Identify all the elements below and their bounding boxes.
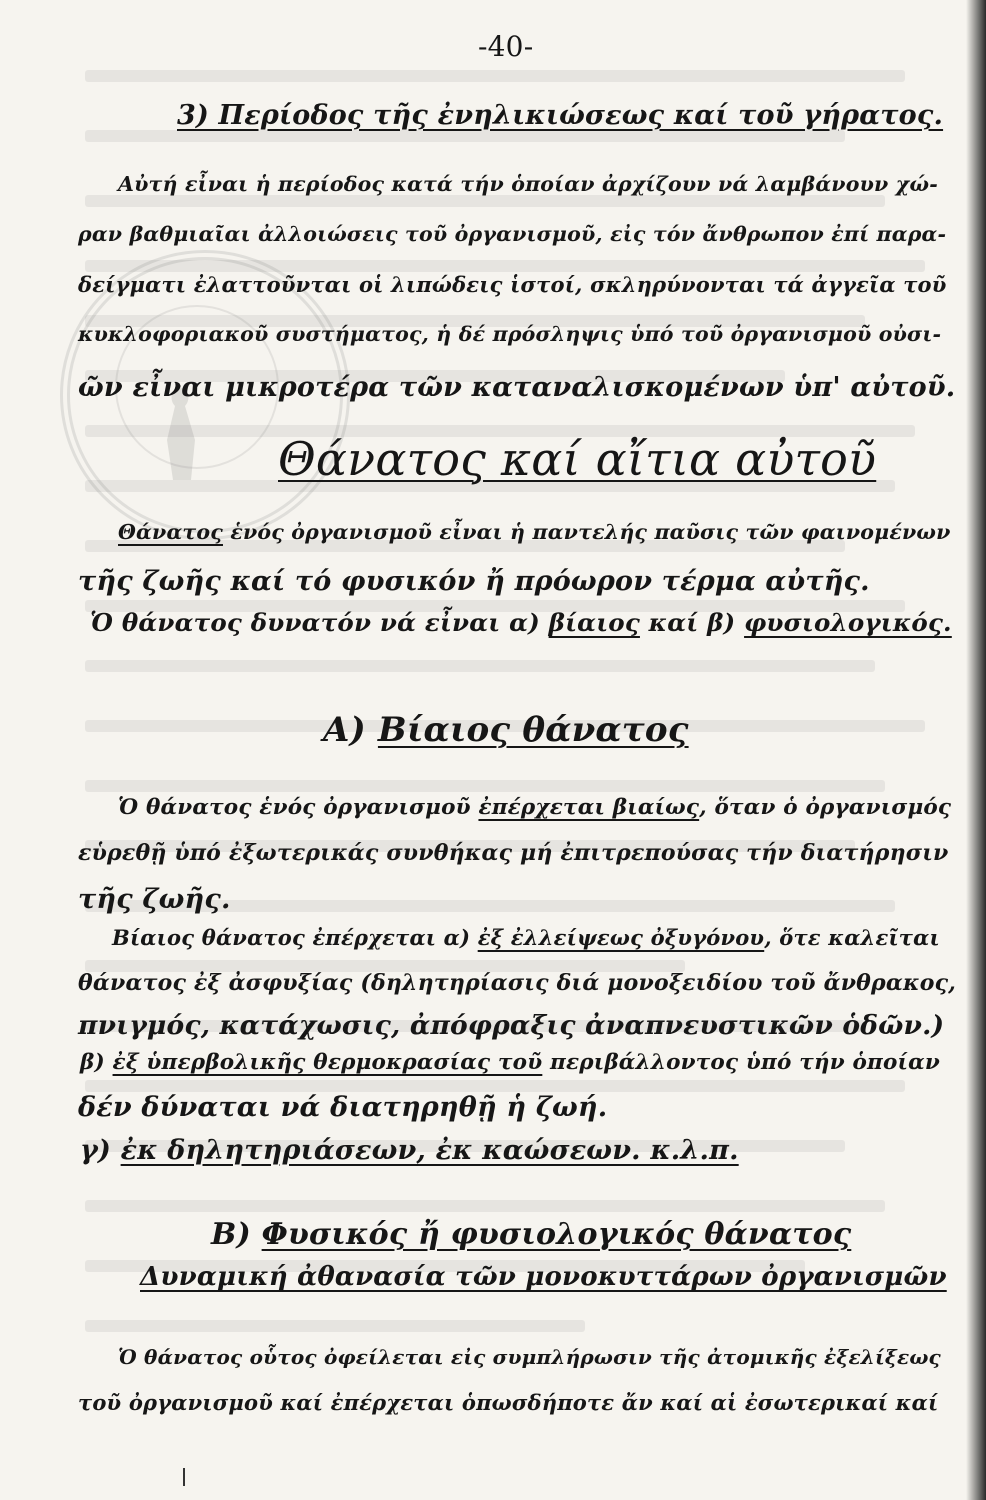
section-a-p2-line-3: πνιγμός, κατάχωσις, ἀπόφραξις ἀναπνευστικῶν ὁδῶν.): [78, 1010, 945, 1041]
section-a-p4-line-1: γ) ἐκ δηλητηριάσεων, ἐκ καώσεων. κ.λ.π.: [80, 1135, 739, 1166]
death-title: Θάνατος καί αἴτια αὐτοῦ: [278, 432, 877, 486]
page-number: -40-: [478, 30, 534, 63]
section-a-p1-line-3: τῆς ζωῆς.: [78, 884, 231, 915]
section-b-title: Φυσικός ἤ φυσιολογικός θάνατος: [261, 1217, 852, 1252]
death-term: Θάνατος: [118, 520, 223, 544]
section-b-subtitle: Δυναμική ἀθανασία τῶν μονοκυττάρων ὀργανισμῶν: [140, 1262, 947, 1292]
section-b-line-1: Ὁ θάνατος οὗτος ὀφείλεται εἰς συμπλήρωσιν τῆς ἀτομικῆς ἐξελίξεως: [118, 1345, 941, 1369]
section-b-line-2: τοῦ ὀργανισμοῦ καί ἐπέρχεται ὁπωσδήποτε ἄν καί αἱ ἐσωτερικαί καί: [78, 1390, 939, 1415]
violent-term: βίαιος: [548, 608, 640, 637]
section-3-heading: 3) Περίοδος τῆς ἐνηλικιώσεως καί τοῦ γήρατος.: [177, 100, 944, 131]
section-b-heading: Β) Φυσικός ἤ φυσιολογικός θάνατος: [211, 1217, 852, 1252]
section-a-title: Βίαιος θάνατος: [377, 710, 689, 750]
death-definition-line-3: Ὁ θάνατος δυνατόν νά εἶναι α) βίαιος καί β) φυσιολογικός.: [90, 608, 952, 637]
section-a-p1-line-2: εὑρεθῇ ὑπό ἐξωτερικάς συνθήκας μή ἐπιτρεπούσας τήν διατήρησιν: [78, 840, 949, 866]
section-3-line-5: ῶν εἶναι μικροτέρα τῶν καταναλισκομένων ὑπ' αὐτοῦ.: [78, 372, 956, 403]
death-definition-line-2: τῆς ζωῆς καί τό φυσικόν ἤ πρόωρον τέρμα αὐτῆς.: [78, 566, 870, 597]
page-edge-shadow: [966, 0, 986, 1500]
section-a-p2-line-1: Βίαιος θάνατος ἐπέρχεται α) ἐξ ἐλλείψεως ὀξυγόνου, ὅτε καλεῖται: [112, 925, 940, 950]
section-a-p1-line-1: Ὁ θάνατος ἑνός ὀργανισμοῦ ἐπέρχεται βιαίως, ὅταν ὁ ὀργανισμός: [118, 795, 952, 820]
section-a-p3-line-1: β) ἐξ ὑπερβολικῆς θερμοκρασίας τοῦ περιβάλλοντος ὑπό τήν ὁποίαν: [80, 1050, 940, 1075]
section-a-p2-line-2: θάνατος ἐξ ἀσφυξίας (δηλητηρίασις διά μονοξειδίου τοῦ ἄνθρακος,: [78, 970, 957, 996]
section-3-line-2: ραν βαθμιαῖαι ἀλλοιώσεις τοῦ ὀργανισμοῦ, εἰς τόν ἄνθρωπον ἐπί παρα-: [78, 222, 947, 246]
death-definition-line-1: [118, 520, 951, 544]
section-a-p3-line-2: δέν δύναται νά διατηρηθῇ ἡ ζωή.: [78, 1092, 608, 1123]
margin-mark: [183, 1468, 185, 1486]
death-definition-rest: ἑνός ὀργανισμοῦ εἶναι ἡ παντελής παῦσις τῶν φαινομένων: [222, 520, 951, 544]
section-3-line-3: δείγματι ἐλαττοῦνται οἱ λιπώδεις ἱστοί, σκληρύνονται τά ἀγγεῖα τοῦ: [78, 272, 947, 297]
section-a-heading: Α) Βίαιος θάνατος: [323, 710, 689, 750]
section-3-line-4: κυκλοφοριακοῦ συστήματος, ἡ δέ πρόσληψις ὑπό τοῦ ὀργανισμοῦ οὐσι-: [78, 322, 942, 346]
physiological-term: φυσιολογικός.: [744, 608, 952, 637]
section-3-line-1: Αὐτή εἶναι ἡ περίοδος κατά τήν ὁποίαν ἀρχίζουν νά λαμβάνουν χώ-: [118, 172, 938, 196]
